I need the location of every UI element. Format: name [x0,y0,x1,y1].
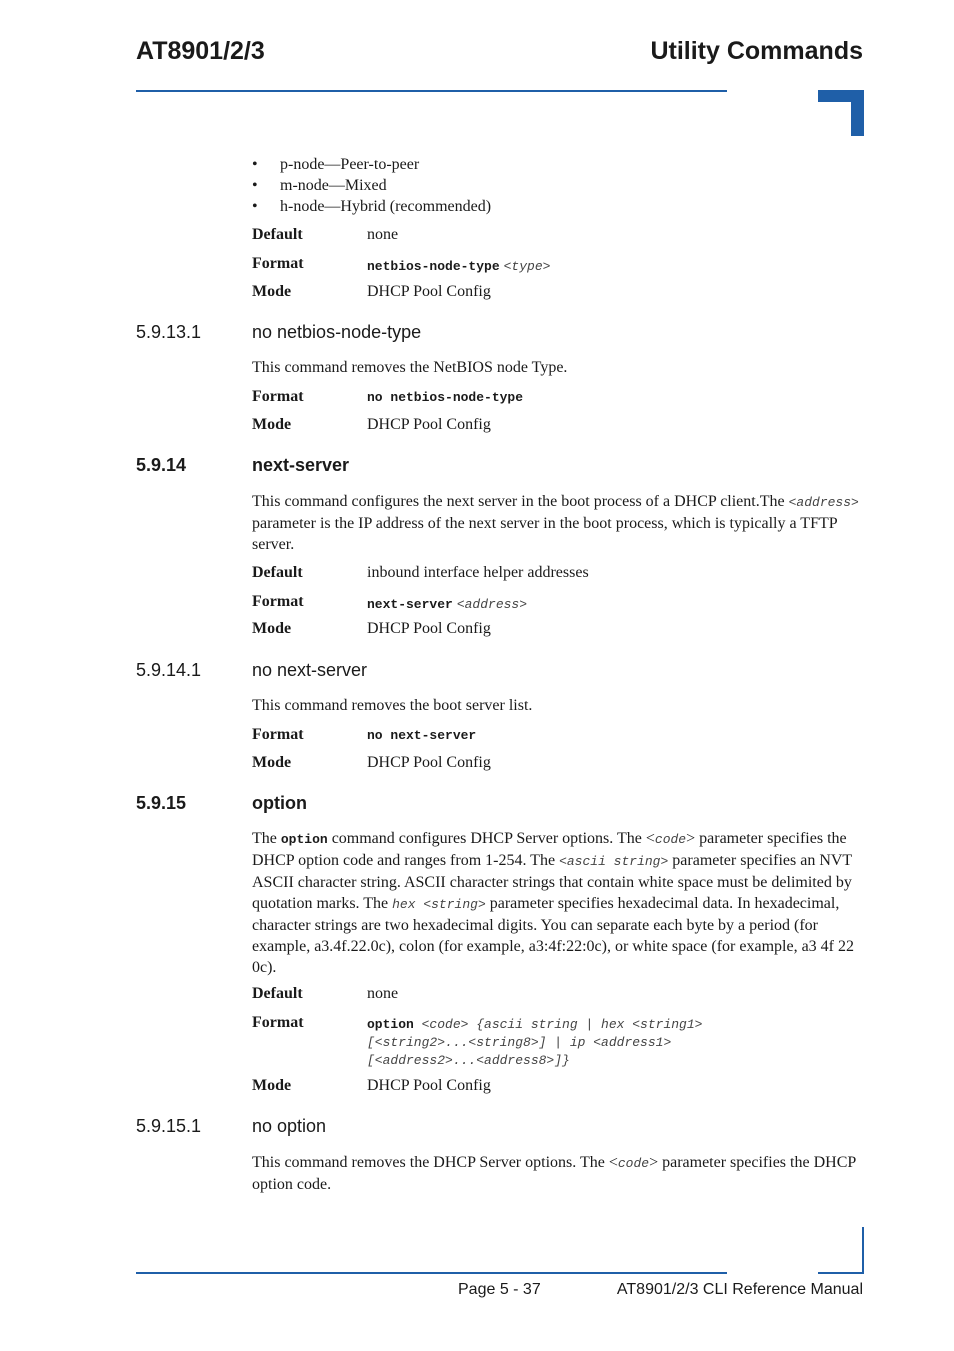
command-keyword: netbios-node-type [367,259,500,274]
list-item: • h-node—Hybrid (recommended) [252,198,492,215]
footer-corner-mark-vertical [862,1227,864,1274]
footer-rule [136,1272,727,1274]
command-argument: <address> [456,597,528,612]
header-rule [136,90,727,92]
header-product: AT8901/2/3 [136,37,265,65]
manual-title: AT8901/2/3 CLI Reference Manual [616,1281,863,1298]
footer-corner-mark [818,1272,864,1274]
inline-argument: code [617,1156,650,1171]
section-description: This command removes the boot server list. [252,697,533,714]
section-description: This command removes the NetBIOS node Type. [252,359,568,376]
command-keyword: no netbios-node-type [367,390,524,405]
command-keyword: option [367,1017,414,1032]
option-format-syntax: option <code> {ascii string | hex <string1> [<string2>...<string8>] | ip <address1> [<address2>...<address8>]} [367,1017,703,1068]
section-description: This command removes the DHCP Server options. The <code> parameter specifies the DHCP option code. [252,1154,856,1193]
inline-argument: <address> [788,495,859,510]
list-item: • p-node—Peer-to-peer [252,156,420,173]
section-description: The option command configures DHCP Server options. The <code> parameter specifies the DHCP option code and ranges from 1-254. The <ascii string> parameter specifies an NVT ASCII character string. ASCII character strings that contain white space must be delimited by quotation marks. The hex <string> parameter specifies hexadecimal data. In hexadecimal, character strings are two hexadecimal digits. You can separate each byte by a period (for example, a3.4f.22.0c), colon (for example, a3:4f:22:0c), or white space (for example, a3 4f 22 0c). [252,830,854,976]
node-type-list [252,154,491,217]
list-item: • m-node—Mixed [252,177,387,194]
command-argument: <type> [503,259,551,274]
inline-argument: <ascii string> [559,854,669,869]
header-chapter: Utility Commands [650,37,863,65]
inline-command: option [280,832,328,847]
section-description: This command configures the next server in the boot process of a DHCP client.The <address> parameter is the IP address of the next server in the boot process, which is typically a TFTP server. [252,493,859,553]
header-corner-mark-vertical [851,90,864,136]
inline-argument: code [654,832,687,847]
command-keyword: next-server [367,597,453,612]
page-number: Page 5 - 37 [458,1281,541,1298]
command-keyword: no next-server [367,728,477,743]
inline-argument: hex <string> [392,897,486,912]
